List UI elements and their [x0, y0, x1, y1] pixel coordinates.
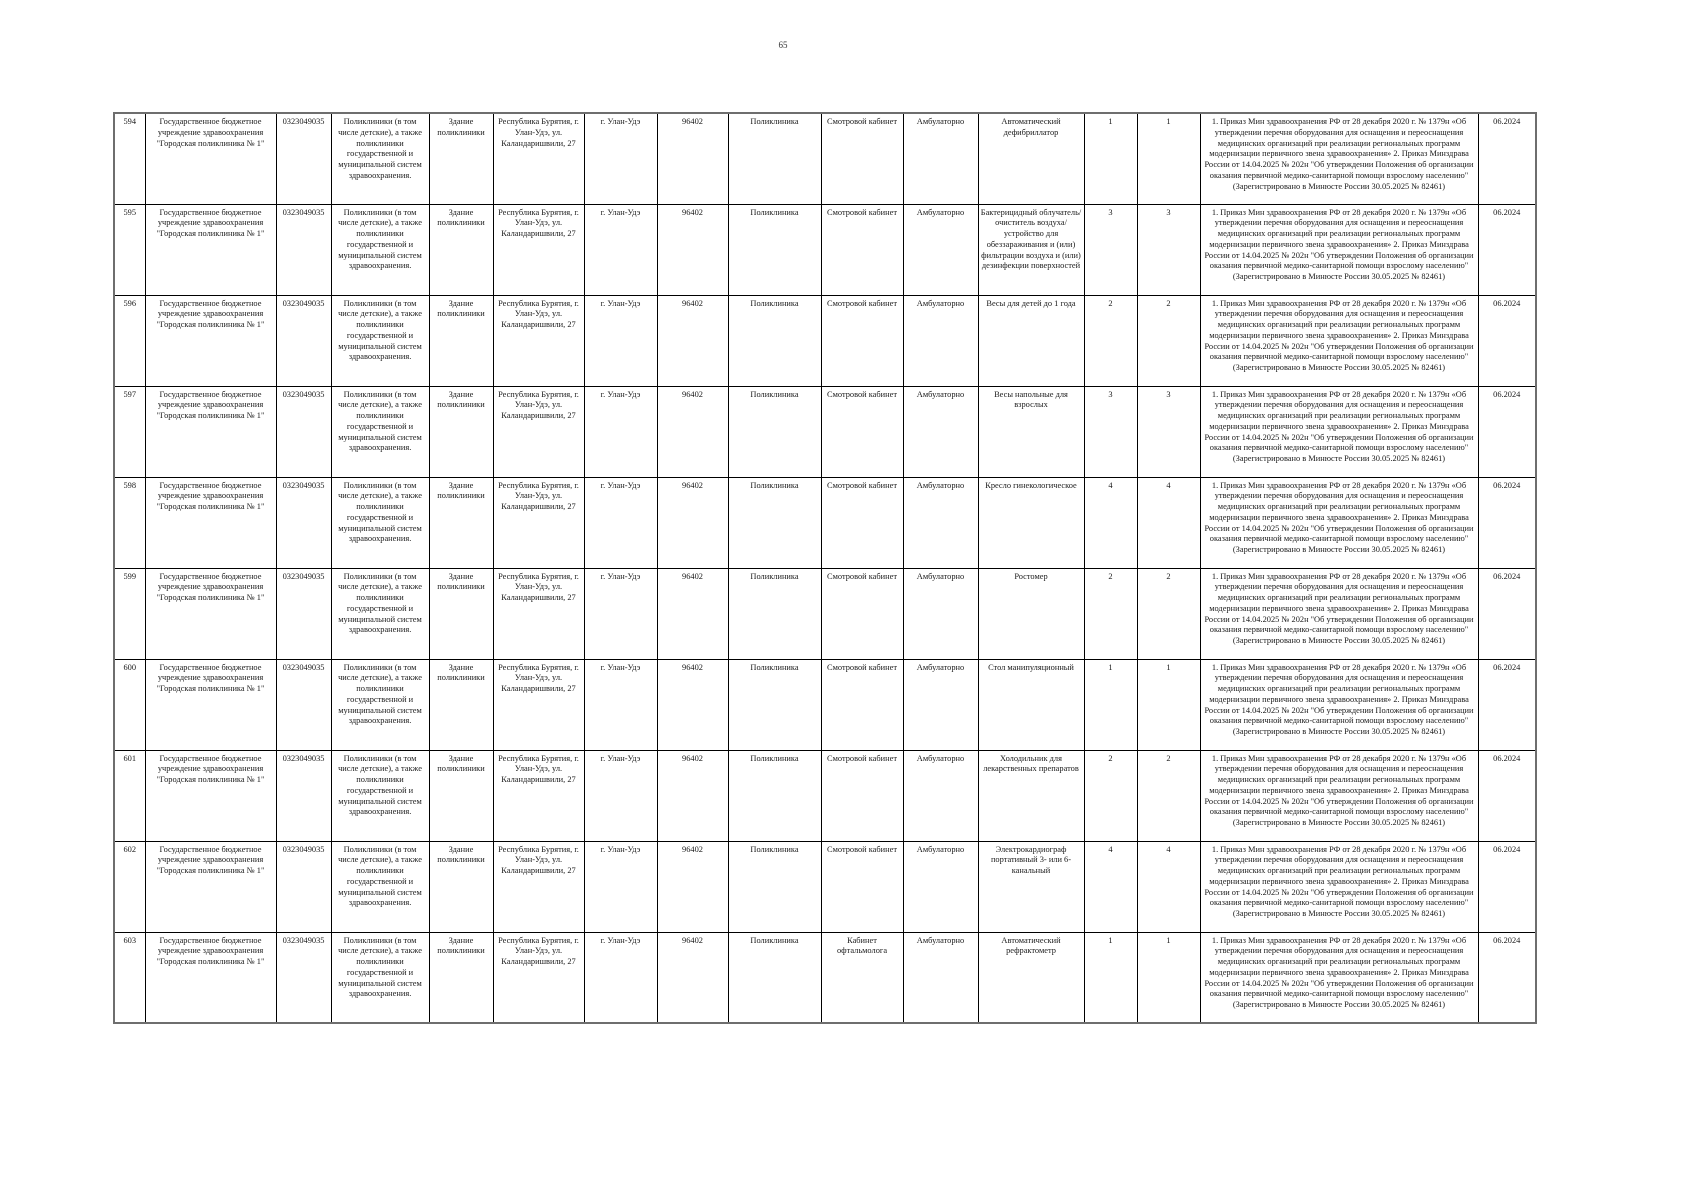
code-cell: 96402: [657, 295, 728, 386]
city-cell: г. Улан-Удэ: [584, 204, 657, 295]
quantity-plan-cell: 1: [1084, 659, 1137, 750]
period-cell: 06.2024: [1478, 295, 1536, 386]
division-cell: Поликлиника: [728, 659, 821, 750]
quantity-fact-cell: 4: [1137, 841, 1200, 932]
quantity-plan-cell: 1: [1084, 932, 1137, 1023]
care-condition-cell: Амбулаторно: [903, 841, 978, 932]
cabinet-cell: Смотровой кабинет: [821, 477, 903, 568]
quantity-fact-cell: 2: [1137, 295, 1200, 386]
equipment-cell: Ростомер: [978, 568, 1084, 659]
equipment-cell: Холодильник для лекарственных препаратов: [978, 750, 1084, 841]
legal-basis-cell: 1. Приказ Мин здравоохранения РФ от 28 декабря 2020 г. № 1379н «Об утверждении перечня оборудования для оснащения и переоснащения медицинских организаций при реализации региональных программ модернизации первичного звена здравоохранения» 2. Приказ Минздрава России от 14.04.2025 № 202н "Об утверждении Положения об организации оказания первичной медико-санитарной помощи взрослому населению" (Зарегистрировано в Минюсте России 30.05.2025 № 82461): [1200, 113, 1478, 204]
period-cell: 06.2024: [1478, 204, 1536, 295]
quantity-plan-cell: 4: [1084, 477, 1137, 568]
building-cell: Здание поликлиники: [429, 568, 493, 659]
equipment-table-body: [114, 113, 1536, 1023]
city-cell: г. Улан-Удэ: [584, 659, 657, 750]
organization-type-cell: Поликлиники (в том числе детские), а также поликлиники государственной и муниципальной систем здравоохранения.: [331, 841, 429, 932]
period-cell: 06.2024: [1478, 659, 1536, 750]
address-cell: Республика Бурятия, г. Улан-Удэ, ул. Каландаришвили, 27: [493, 932, 584, 1023]
code-cell: 96402: [657, 750, 728, 841]
address-cell: Республика Бурятия, г. Улан-Удэ, ул. Каландаришвили, 27: [493, 113, 584, 204]
code-cell: 96402: [657, 659, 728, 750]
city-cell: г. Улан-Удэ: [584, 568, 657, 659]
care-condition-cell: Амбулаторно: [903, 113, 978, 204]
inn-cell: 0323049035: [276, 113, 331, 204]
row-number-cell: 594: [114, 113, 145, 204]
inn-cell: 0323049035: [276, 295, 331, 386]
address-cell: Республика Бурятия, г. Улан-Удэ, ул. Каландаришвили, 27: [493, 750, 584, 841]
equipment-cell: Весы для детей до 1 года: [978, 295, 1084, 386]
equipment-registry-table: [113, 112, 1537, 1024]
inn-cell: 0323049035: [276, 568, 331, 659]
division-cell: Поликлиника: [728, 932, 821, 1023]
period-cell: 06.2024: [1478, 568, 1536, 659]
inn-cell: 0323049035: [276, 386, 331, 477]
inn-cell: 0323049035: [276, 750, 331, 841]
legal-basis-cell: 1. Приказ Мин здравоохранения РФ от 28 декабря 2020 г. № 1379н «Об утверждении перечня оборудования для оснащения и переоснащения медицинских организаций при реализации региональных программ модернизации первичного звена здравоохранения» 2. Приказ Минздрава России от 14.04.2025 № 202н "Об утверждении Положения об организации оказания первичной медико-санитарной помощи взрослому населению" (Зарегистрировано в Минюсте России 30.05.2025 № 82461): [1200, 568, 1478, 659]
organization-cell: Государственное бюджетное учреждение здравоохранения "Городская поликлиника № 1": [145, 932, 276, 1023]
care-condition-cell: Амбулаторно: [903, 659, 978, 750]
quantity-fact-cell: 1: [1137, 113, 1200, 204]
quantity-fact-cell: 3: [1137, 204, 1200, 295]
quantity-plan-cell: 3: [1084, 386, 1137, 477]
organization-type-cell: Поликлиники (в том числе детские), а также поликлиники государственной и муниципальной систем здравоохранения.: [331, 386, 429, 477]
cabinet-cell: Смотровой кабинет: [821, 295, 903, 386]
organization-cell: Государственное бюджетное учреждение здравоохранения "Городская поликлиника № 1": [145, 841, 276, 932]
table-row: [114, 295, 1536, 386]
organization-type-cell: Поликлиники (в том числе детские), а также поликлиники государственной и муниципальной систем здравоохранения.: [331, 113, 429, 204]
period-cell: 06.2024: [1478, 750, 1536, 841]
quantity-plan-cell: 2: [1084, 750, 1137, 841]
quantity-fact-cell: 1: [1137, 659, 1200, 750]
division-cell: Поликлиника: [728, 750, 821, 841]
cabinet-cell: Смотровой кабинет: [821, 659, 903, 750]
legal-basis-cell: 1. Приказ Мин здравоохранения РФ от 28 декабря 2020 г. № 1379н «Об утверждении перечня оборудования для оснащения и переоснащения медицинских организаций при реализации региональных программ модернизации первичного звена здравоохранения» 2. Приказ Минздрава России от 14.04.2025 № 202н "Об утверждении Положения об организации оказания первичной медико-санитарной помощи взрослому населению" (Зарегистрировано в Минюсте России 30.05.2025 № 82461): [1200, 204, 1478, 295]
period-cell: 06.2024: [1478, 477, 1536, 568]
division-cell: Поликлиника: [728, 386, 821, 477]
period-cell: 06.2024: [1478, 932, 1536, 1023]
quantity-plan-cell: 4: [1084, 841, 1137, 932]
quantity-fact-cell: 2: [1137, 568, 1200, 659]
address-cell: Республика Бурятия, г. Улан-Удэ, ул. Каландаришвили, 27: [493, 204, 584, 295]
quantity-plan-cell: 2: [1084, 568, 1137, 659]
code-cell: 96402: [657, 204, 728, 295]
care-condition-cell: Амбулаторно: [903, 386, 978, 477]
organization-type-cell: Поликлиники (в том числе детские), а также поликлиники государственной и муниципальной систем здравоохранения.: [331, 204, 429, 295]
building-cell: Здание поликлиники: [429, 204, 493, 295]
row-number-cell: 595: [114, 204, 145, 295]
code-cell: 96402: [657, 113, 728, 204]
building-cell: Здание поликлиники: [429, 659, 493, 750]
building-cell: Здание поликлиники: [429, 750, 493, 841]
period-cell: 06.2024: [1478, 113, 1536, 204]
row-number-cell: 597: [114, 386, 145, 477]
table-row: [114, 750, 1536, 841]
care-condition-cell: Амбулаторно: [903, 932, 978, 1023]
city-cell: г. Улан-Удэ: [584, 386, 657, 477]
period-cell: 06.2024: [1478, 386, 1536, 477]
row-number-cell: 602: [114, 841, 145, 932]
inn-cell: 0323049035: [276, 477, 331, 568]
inn-cell: 0323049035: [276, 659, 331, 750]
equipment-cell: Бактерицидный облучатель/очиститель воздуха/устройство для обеззараживания и (или) фильтрации воздуха и (или) дезинфекции поверхностей: [978, 204, 1084, 295]
organization-cell: Государственное бюджетное учреждение здравоохранения "Городская поликлиника № 1": [145, 659, 276, 750]
code-cell: 96402: [657, 932, 728, 1023]
building-cell: Здание поликлиники: [429, 295, 493, 386]
care-condition-cell: Амбулаторно: [903, 477, 978, 568]
table-row: [114, 204, 1536, 295]
address-cell: Республика Бурятия, г. Улан-Удэ, ул. Каландаришвили, 27: [493, 295, 584, 386]
cabinet-cell: Смотровой кабинет: [821, 841, 903, 932]
address-cell: Республика Бурятия, г. Улан-Удэ, ул. Каландаришвили, 27: [493, 841, 584, 932]
code-cell: 96402: [657, 386, 728, 477]
organization-cell: Государственное бюджетное учреждение здравоохранения "Городская поликлиника № 1": [145, 568, 276, 659]
building-cell: Здание поликлиники: [429, 841, 493, 932]
row-number-cell: 603: [114, 932, 145, 1023]
table-row: [114, 113, 1536, 204]
quantity-plan-cell: 1: [1084, 113, 1137, 204]
organization-type-cell: Поликлиники (в том числе детские), а также поликлиники государственной и муниципальной систем здравоохранения.: [331, 750, 429, 841]
building-cell: Здание поликлиники: [429, 386, 493, 477]
equipment-cell: Стол манипуляционный: [978, 659, 1084, 750]
city-cell: г. Улан-Удэ: [584, 477, 657, 568]
division-cell: Поликлиника: [728, 477, 821, 568]
row-number-cell: 596: [114, 295, 145, 386]
cabinet-cell: Смотровой кабинет: [821, 386, 903, 477]
building-cell: Здание поликлиники: [429, 932, 493, 1023]
quantity-plan-cell: 2: [1084, 295, 1137, 386]
quantity-fact-cell: 2: [1137, 750, 1200, 841]
equipment-cell: Весы напольные для взрослых: [978, 386, 1084, 477]
row-number-cell: 601: [114, 750, 145, 841]
division-cell: Поликлиника: [728, 295, 821, 386]
address-cell: Республика Бурятия, г. Улан-Удэ, ул. Каландаришвили, 27: [493, 386, 584, 477]
legal-basis-cell: 1. Приказ Мин здравоохранения РФ от 28 декабря 2020 г. № 1379н «Об утверждении перечня оборудования для оснащения и переоснащения медицинских организаций при реализации региональных программ модернизации первичного звена здравоохранения» 2. Приказ Минздрава России от 14.04.2025 № 202н "Об утверждении Положения об организации оказания первичной медико-санитарной помощи взрослому населению" (Зарегистрировано в Минюсте России 30.05.2025 № 82461): [1200, 386, 1478, 477]
organization-type-cell: Поликлиники (в том числе детские), а также поликлиники государственной и муниципальной систем здравоохранения.: [331, 659, 429, 750]
legal-basis-cell: 1. Приказ Мин здравоохранения РФ от 28 декабря 2020 г. № 1379н «Об утверждении перечня оборудования для оснащения и переоснащения медицинских организаций при реализации региональных программ модернизации первичного звена здравоохранения» 2. Приказ Минздрава России от 14.04.2025 № 202н "Об утверждении Положения об организации оказания первичной медико-санитарной помощи взрослому населению" (Зарегистрировано в Минюсте России 30.05.2025 № 82461): [1200, 659, 1478, 750]
organization-type-cell: Поликлиники (в том числе детские), а также поликлиники государственной и муниципальной систем здравоохранения.: [331, 295, 429, 386]
organization-type-cell: Поликлиники (в том числе детские), а также поликлиники государственной и муниципальной систем здравоохранения.: [331, 932, 429, 1023]
city-cell: г. Улан-Удэ: [584, 113, 657, 204]
inn-cell: 0323049035: [276, 841, 331, 932]
care-condition-cell: Амбулаторно: [903, 295, 978, 386]
cabinet-cell: Смотровой кабинет: [821, 568, 903, 659]
table-row: [114, 477, 1536, 568]
legal-basis-cell: 1. Приказ Мин здравоохранения РФ от 28 декабря 2020 г. № 1379н «Об утверждении перечня оборудования для оснащения и переоснащения медицинских организаций при реализации региональных программ модернизации первичного звена здравоохранения» 2. Приказ Минздрава России от 14.04.2025 № 202н "Об утверждении Положения об организации оказания первичной медико-санитарной помощи взрослому населению" (Зарегистрировано в Минюсте России 30.05.2025 № 82461): [1200, 750, 1478, 841]
period-cell: 06.2024: [1478, 841, 1536, 932]
division-cell: Поликлиника: [728, 841, 821, 932]
cabinet-cell: Смотровой кабинет: [821, 750, 903, 841]
care-condition-cell: Амбулаторно: [903, 568, 978, 659]
care-condition-cell: Амбулаторно: [903, 204, 978, 295]
equipment-cell: Кресло гинекологическое: [978, 477, 1084, 568]
city-cell: г. Улан-Удэ: [584, 295, 657, 386]
legal-basis-cell: 1. Приказ Мин здравоохранения РФ от 28 декабря 2020 г. № 1379н «Об утверждении перечня оборудования для оснащения и переоснащения медицинских организаций при реализации региональных программ модернизации первичного звена здравоохранения» 2. Приказ Минздрава России от 14.04.2025 № 202н "Об утверждении Положения об организации оказания первичной медико-санитарной помощи взрослому населению" (Зарегистрировано в Минюсте России 30.05.2025 № 82461): [1200, 932, 1478, 1023]
organization-cell: Государственное бюджетное учреждение здравоохранения "Городская поликлиника № 1": [145, 295, 276, 386]
organization-cell: Государственное бюджетное учреждение здравоохранения "Городская поликлиника № 1": [145, 113, 276, 204]
division-cell: Поликлиника: [728, 568, 821, 659]
table-row: [114, 659, 1536, 750]
organization-type-cell: Поликлиники (в том числе детские), а также поликлиники государственной и муниципальной систем здравоохранения.: [331, 477, 429, 568]
legal-basis-cell: 1. Приказ Мин здравоохранения РФ от 28 декабря 2020 г. № 1379н «Об утверждении перечня оборудования для оснащения и переоснащения медицинских организаций при реализации региональных программ модернизации первичного звена здравоохранения» 2. Приказ Минздрава России от 14.04.2025 № 202н "Об утверждении Положения об организации оказания первичной медико-санитарной помощи взрослому населению" (Зарегистрировано в Минюсте России 30.05.2025 № 82461): [1200, 295, 1478, 386]
inn-cell: 0323049035: [276, 204, 331, 295]
table-row: [114, 386, 1536, 477]
table-row: [114, 932, 1536, 1023]
building-cell: Здание поликлиники: [429, 477, 493, 568]
organization-type-cell: Поликлиники (в том числе детские), а также поликлиники государственной и муниципальной систем здравоохранения.: [331, 568, 429, 659]
page-number: 65: [778, 40, 788, 50]
quantity-fact-cell: 1: [1137, 932, 1200, 1023]
table-row: [114, 568, 1536, 659]
code-cell: 96402: [657, 841, 728, 932]
quantity-plan-cell: 3: [1084, 204, 1137, 295]
organization-cell: Государственное бюджетное учреждение здравоохранения "Городская поликлиника № 1": [145, 204, 276, 295]
organization-cell: Государственное бюджетное учреждение здравоохранения "Городская поликлиника № 1": [145, 477, 276, 568]
city-cell: г. Улан-Удэ: [584, 841, 657, 932]
legal-basis-cell: 1. Приказ Мин здравоохранения РФ от 28 декабря 2020 г. № 1379н «Об утверждении перечня оборудования для оснащения и переоснащения медицинских организаций при реализации региональных программ модернизации первичного звена здравоохранения» 2. Приказ Минздрава России от 14.04.2025 № 202н "Об утверждении Положения об организации оказания первичной медико-санитарной помощи взрослому населению" (Зарегистрировано в Минюсте России 30.05.2025 № 82461): [1200, 841, 1478, 932]
city-cell: г. Улан-Удэ: [584, 750, 657, 841]
care-condition-cell: Амбулаторно: [903, 750, 978, 841]
cabinet-cell: Смотровой кабинет: [821, 113, 903, 204]
code-cell: 96402: [657, 477, 728, 568]
address-cell: Республика Бурятия, г. Улан-Удэ, ул. Каландаришвили, 27: [493, 477, 584, 568]
cabinet-cell: Кабинет офтальмолога: [821, 932, 903, 1023]
equipment-cell: Автоматический рефрактометр: [978, 932, 1084, 1023]
city-cell: г. Улан-Удэ: [584, 932, 657, 1023]
inn-cell: 0323049035: [276, 932, 331, 1023]
division-cell: Поликлиника: [728, 113, 821, 204]
division-cell: Поликлиника: [728, 204, 821, 295]
address-cell: Республика Бурятия, г. Улан-Удэ, ул. Каландаришвили, 27: [493, 659, 584, 750]
quantity-fact-cell: 4: [1137, 477, 1200, 568]
organization-cell: Государственное бюджетное учреждение здравоохранения "Городская поликлиника № 1": [145, 750, 276, 841]
legal-basis-cell: 1. Приказ Мин здравоохранения РФ от 28 декабря 2020 г. № 1379н «Об утверждении перечня оборудования для оснащения и переоснащения медицинских организаций при реализации региональных программ модернизации первичного звена здравоохранения» 2. Приказ Минздрава России от 14.04.2025 № 202н "Об утверждении Положения об организации оказания первичной медико-санитарной помощи взрослому населению" (Зарегистрировано в Минюсте России 30.05.2025 № 82461): [1200, 477, 1478, 568]
row-number-cell: 600: [114, 659, 145, 750]
organization-cell: Государственное бюджетное учреждение здравоохранения "Городская поликлиника № 1": [145, 386, 276, 477]
quantity-fact-cell: 3: [1137, 386, 1200, 477]
address-cell: Республика Бурятия, г. Улан-Удэ, ул. Каландаришвили, 27: [493, 568, 584, 659]
cabinet-cell: Смотровой кабинет: [821, 204, 903, 295]
equipment-cell: Автоматический дефибриллатор: [978, 113, 1084, 204]
row-number-cell: 599: [114, 568, 145, 659]
building-cell: Здание поликлиники: [429, 113, 493, 204]
row-number-cell: 598: [114, 477, 145, 568]
equipment-cell: Электрокардиограф портативный 3- или 6-канальный: [978, 841, 1084, 932]
table-row: [114, 841, 1536, 932]
code-cell: 96402: [657, 568, 728, 659]
